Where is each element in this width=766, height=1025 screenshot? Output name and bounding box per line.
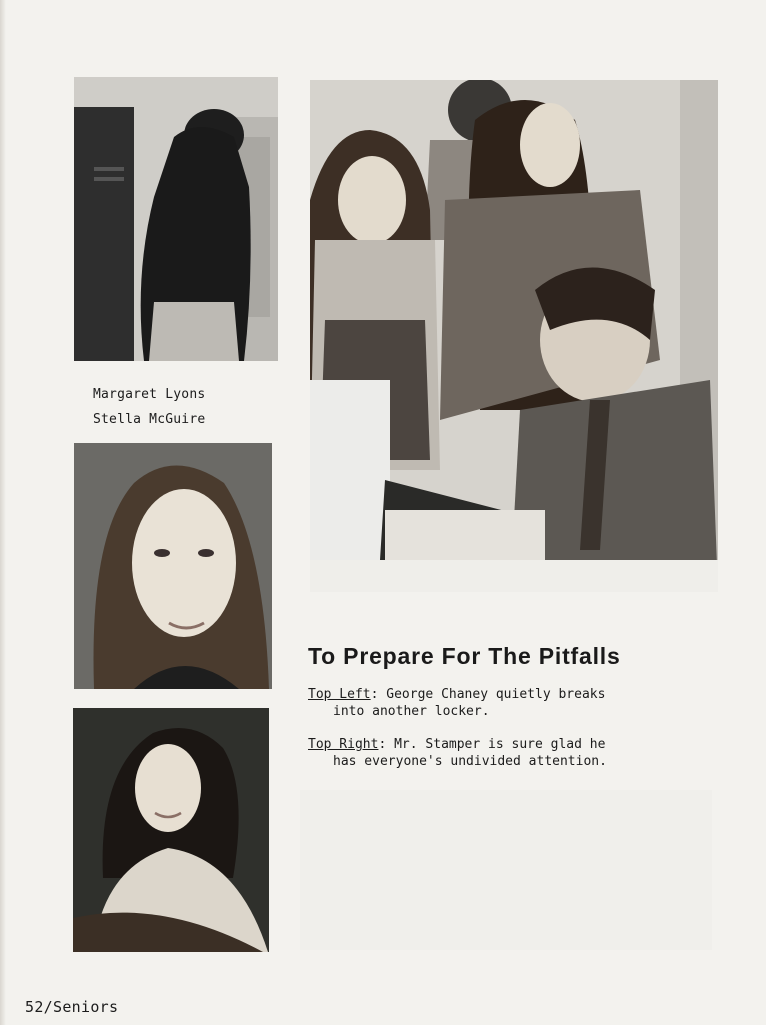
photo-top-right-classroom <box>310 80 718 592</box>
portrait-icon <box>74 443 272 689</box>
photo-top-left-locker <box>74 77 278 361</box>
caption-text: Mr. Stamper is sure glad he <box>394 737 606 752</box>
page-binding-edge <box>0 0 6 1025</box>
locker-photo-icon <box>74 77 278 361</box>
senior-names <box>93 382 205 432</box>
caption-separator: : <box>378 737 387 752</box>
caption-top-left <box>308 686 698 720</box>
senior-name: Stella McGuire <box>93 412 206 427</box>
caption-top-right <box>308 736 698 770</box>
classroom-photo-icon <box>310 80 718 592</box>
portrait-icon <box>73 708 269 952</box>
caption-separator: : <box>370 687 379 702</box>
portrait-margaret-lyons <box>74 443 272 689</box>
blank-panel <box>300 790 712 950</box>
caption-text: has everyone's undivided attention. <box>333 754 607 769</box>
caption-label: Top Right <box>308 737 379 752</box>
page-folio: 52/Seniors <box>25 998 119 1016</box>
senior-name: Margaret Lyons <box>93 387 206 402</box>
caption-text: into another locker. <box>333 704 490 719</box>
caption-label: Top Left <box>308 687 371 702</box>
caption-text: George Chaney quietly breaks <box>386 687 606 702</box>
page-headline: To Prepare For The Pitfalls <box>308 643 621 669</box>
portrait-stella-mcguire <box>73 708 269 952</box>
